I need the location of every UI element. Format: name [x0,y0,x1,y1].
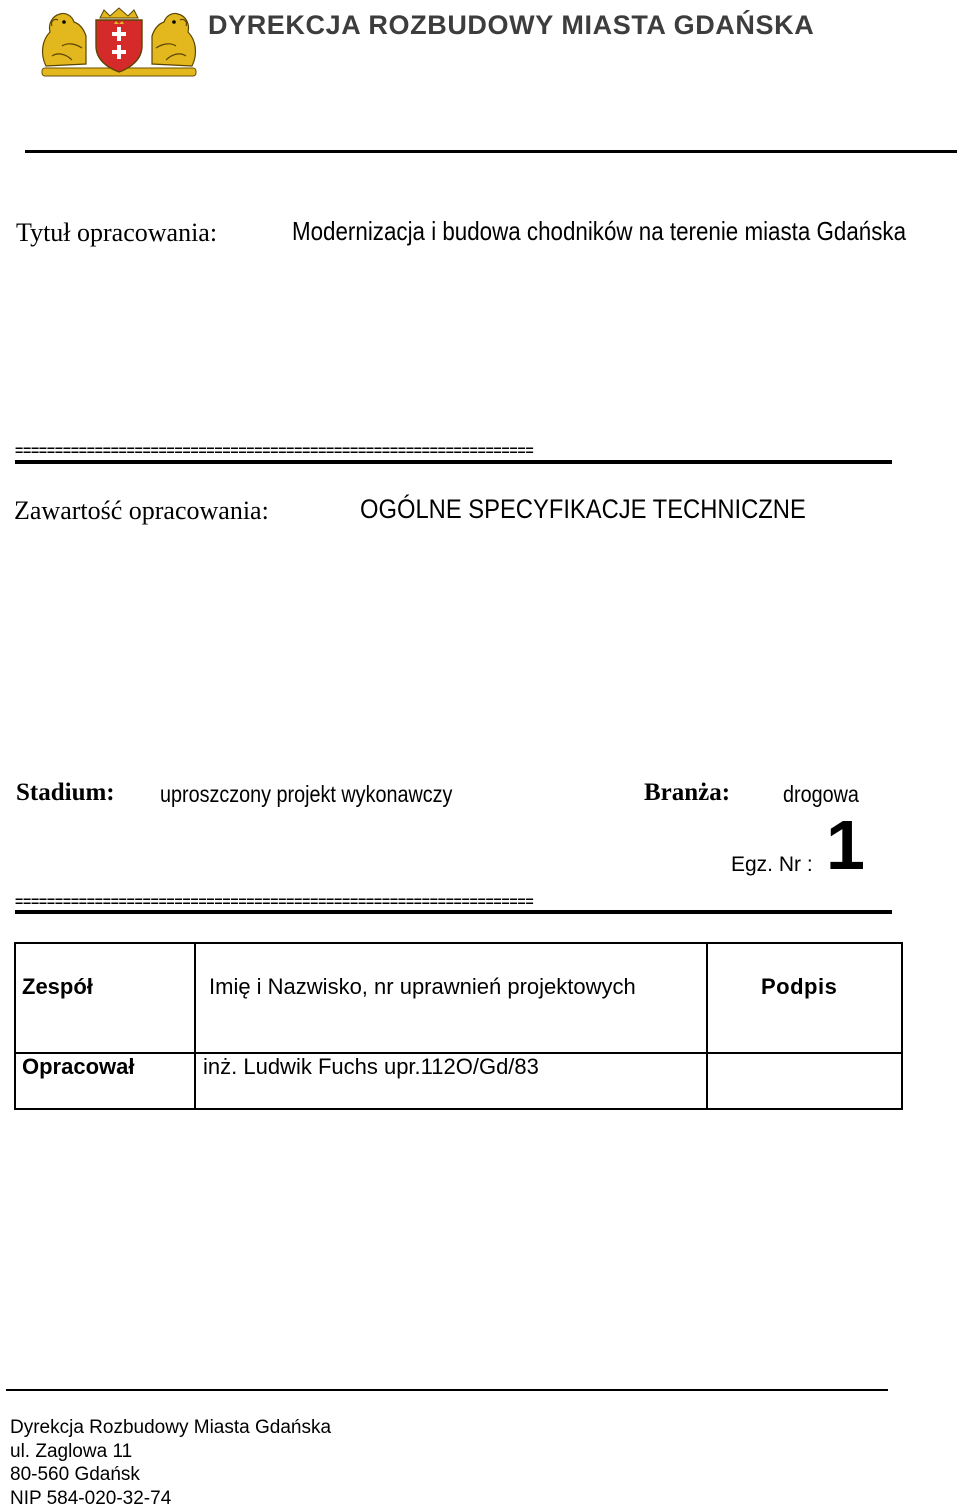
contents-value: OGÓLNE SPECYFIKACJE TECHNICZNE [360,494,806,525]
separator-bottom: ================================================================= [15,894,892,908]
table-header-cell [15,943,195,1053]
name-header: Imię i Nazwisko, nr uprawnień projektowych [196,944,706,1000]
branch-label: Branża: [644,779,730,807]
signature-header: Podpis [708,944,901,1000]
person-cell: inż. Ludwik Fuchs upr.112O/Gd/83 [196,1054,706,1080]
table-cell [195,1053,707,1109]
separator-top: ================================================================= [15,443,892,457]
separator-bottom-bar [15,910,892,914]
table-row [15,1053,902,1109]
copy-number: 1 [826,810,865,880]
footer-street-line: ul. Zaglowa 11 [10,1440,331,1464]
footer-org-line: Dyrekcja Rozbudowy Miasta Gdańska [10,1416,331,1440]
copy-number-label: Egz. Nr : [731,853,813,877]
table-header-cell [195,943,707,1053]
table-cell [707,1053,902,1109]
table-header-cell [707,943,902,1053]
stage-value: uproszczony projekt wykonawczy [160,781,452,808]
separator-top-bar [15,460,892,464]
footer-address [10,1416,331,1510]
organization-name: DYREKCJA ROZBUDOWY MIASTA GDAŃSKA [208,10,814,41]
signature-table [14,942,903,1110]
role-cell: Opracował [16,1054,194,1080]
header-divider [25,150,957,153]
table-header-row [15,943,902,1053]
footer-city-line: 80-560 Gdańsk [10,1463,331,1487]
team-header: Zespół [16,944,194,1000]
table-cell [15,1053,195,1109]
gdansk-coat-of-arms-logo [36,6,202,78]
footer-nip-line: NIP 584-020-32-74 [10,1487,331,1510]
branch-value: drogowa [783,781,859,808]
title-label: Tytuł opracowania: [16,218,217,248]
footer-divider [6,1389,888,1391]
stage-label: Stadium: [16,779,115,807]
title-value: Modernizacja i budowa chodników na terenie miasta Gdańska [292,216,906,247]
contents-label: Zawartość opracowania: [14,496,269,526]
